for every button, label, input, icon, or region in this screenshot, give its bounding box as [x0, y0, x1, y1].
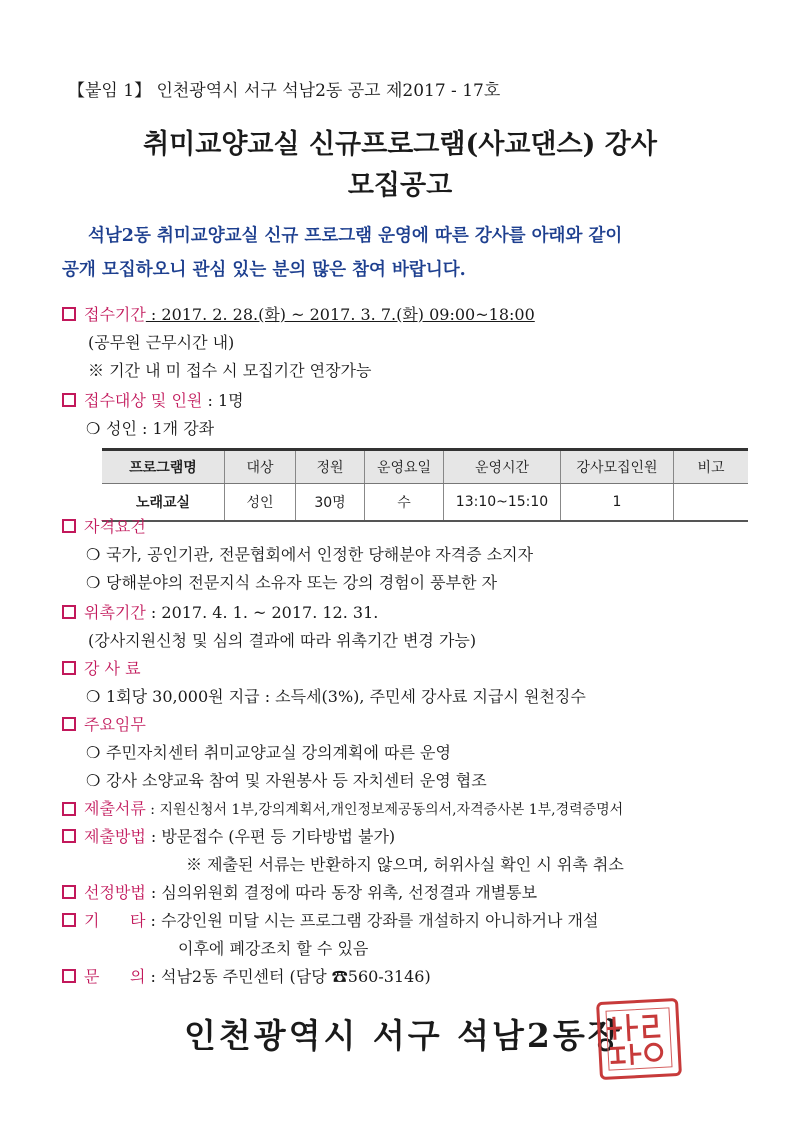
table-cell: 성인	[225, 484, 296, 522]
section-label: 위촉기간	[84, 603, 146, 622]
table-header: 강사모집인원	[561, 450, 674, 484]
section-documents	[62, 796, 623, 819]
bullet-circle-icon: ❍	[86, 687, 101, 706]
section-term	[62, 600, 378, 623]
method-note: ※ 제출된 서류는 반환하지 않으며, 허위사실 확인 시 위촉 취소	[186, 855, 624, 874]
section-label: 접수기간	[84, 305, 146, 324]
documents-value: : 지원신청서 1부,강의계획서,개인정보제공동의서,자격증사본 1부,경력증명서	[145, 802, 624, 818]
period-value: : 2017. 2. 28.(화) ~ 2017. 3. 7.(화) 09:00~18:00	[145, 305, 535, 324]
bullet-circle-icon: ❍	[86, 573, 101, 592]
checkbox-square-icon	[62, 913, 76, 927]
target-value: : 1명	[202, 391, 244, 410]
table-cell: 노래교실	[135, 495, 191, 511]
intro-text-line1: 석남2동 취미교양교실 신규 프로그램 운영에 따른 강사를 아래와 같이	[88, 226, 623, 246]
etc-value-line2: 이후에 폐강조치 할 수 있음	[178, 939, 369, 958]
section-etc	[62, 908, 598, 931]
table-cell	[674, 484, 749, 522]
section-period	[62, 302, 535, 325]
bullet-circle-icon: ❍	[86, 545, 101, 564]
intro-text-line2: 공개 모집하오니 관심 있는 분의 많은 참여 바랍니다.	[62, 260, 466, 280]
section-label: 강 사 료	[84, 659, 141, 678]
checkbox-square-icon	[62, 661, 76, 675]
list-item: ❍ 국가, 공인기관, 전문협회에서 인정한 당해분야 자격증 소지자	[86, 545, 534, 564]
section-label: 제출방법	[84, 827, 146, 846]
term-value: : 2017. 4. 1. ~ 2017. 12. 31.	[145, 603, 379, 622]
table-row	[102, 484, 748, 522]
section-label: 제출서류	[84, 799, 146, 818]
bullet-circle-icon: ❍	[86, 743, 101, 762]
checkbox-square-icon	[62, 969, 76, 983]
checkbox-square-icon	[62, 519, 76, 533]
inquiry-value: : 석남2동 주민센터 (담당 ☎560-3146)	[145, 967, 431, 986]
bullet-circle-icon: ❍	[86, 771, 101, 790]
table-cell: 30명	[296, 484, 365, 522]
section-duties	[62, 712, 146, 735]
section-label: 선정방법	[84, 883, 146, 902]
table-header: 운영시간	[444, 450, 561, 484]
issuer-name: 인천광역시 서구 석남2동장	[184, 1016, 623, 1055]
checkbox-square-icon	[62, 717, 76, 731]
program-table	[102, 448, 748, 522]
checkbox-square-icon	[62, 802, 76, 816]
table-cell: 수	[365, 484, 444, 522]
checkbox-square-icon	[62, 307, 76, 321]
etc-value: : 수강인원 미달 시는 프로그램 강좌를 개설하지 아니하거나 개설	[145, 911, 599, 930]
document-number: 【붙임 1】 인천광역시 서구 석남2동 공고 제2017 - 17호	[68, 81, 501, 101]
section-qualification	[62, 514, 146, 537]
page-title: 취미교양교실 신규프로그램(사교댄스) 강사	[143, 129, 657, 160]
table-header: 운영요일	[365, 450, 444, 484]
section-target	[62, 388, 244, 411]
section-label: 기 타	[84, 911, 146, 930]
checkbox-square-icon	[62, 829, 76, 843]
table-header: 프로그램명	[102, 450, 225, 484]
section-selection	[62, 880, 537, 903]
table-cell: 1	[561, 484, 674, 522]
section-method	[62, 824, 395, 847]
section-label: 자격요건	[84, 517, 146, 536]
table-header: 정원	[296, 450, 365, 484]
section-label: 주요임무	[84, 715, 146, 734]
list-item: ❍ 강사 소양교육 참여 및 자원봉사 등 자치센터 운영 협조	[86, 771, 487, 790]
section-fee	[62, 656, 141, 679]
list-item: ❍ 1회당 30,000원 지급 : 소득세(3%), 주민세 강사료 지급시 원천징수	[86, 687, 586, 706]
table-header-row	[102, 450, 748, 484]
checkbox-square-icon	[62, 393, 76, 407]
checkbox-square-icon	[62, 605, 76, 619]
page-title-line2: 모집공고	[347, 170, 453, 201]
checkbox-square-icon	[62, 885, 76, 899]
bullet-circle-icon: ❍	[86, 419, 101, 438]
term-note: (강사지원신청 및 심의 결과에 따라 위촉기간 변경 가능)	[88, 631, 477, 650]
period-note1: (공무원 근무시간 내)	[88, 333, 235, 352]
table-cell: 13:10~15:10	[444, 484, 561, 522]
seal-glyph-icon	[599, 1001, 679, 1077]
target-sub: ❍ 성인 : 1개 강좌	[86, 419, 215, 438]
list-item: ❍ 당해분야의 전문지식 소유자 또는 강의 경험이 풍부한 자	[86, 573, 498, 592]
table-header: 대상	[225, 450, 296, 484]
table-header: 비고	[674, 450, 749, 484]
method-value: : 방문접수 (우편 등 기타방법 불가)	[145, 827, 396, 846]
period-note2: ※ 기간 내 미 접수 시 모집기간 연장가능	[88, 361, 372, 380]
section-inquiry	[62, 964, 431, 987]
official-seal-stamp	[596, 998, 682, 1080]
section-label: 문 의	[84, 967, 146, 986]
section-label: 접수대상 및 인원	[84, 391, 203, 410]
selection-value: : 심의위원회 결정에 따라 동장 위촉, 선정결과 개별통보	[145, 883, 538, 902]
list-item: ❍ 주민자치센터 취미교양교실 강의계획에 따른 운영	[86, 743, 451, 762]
